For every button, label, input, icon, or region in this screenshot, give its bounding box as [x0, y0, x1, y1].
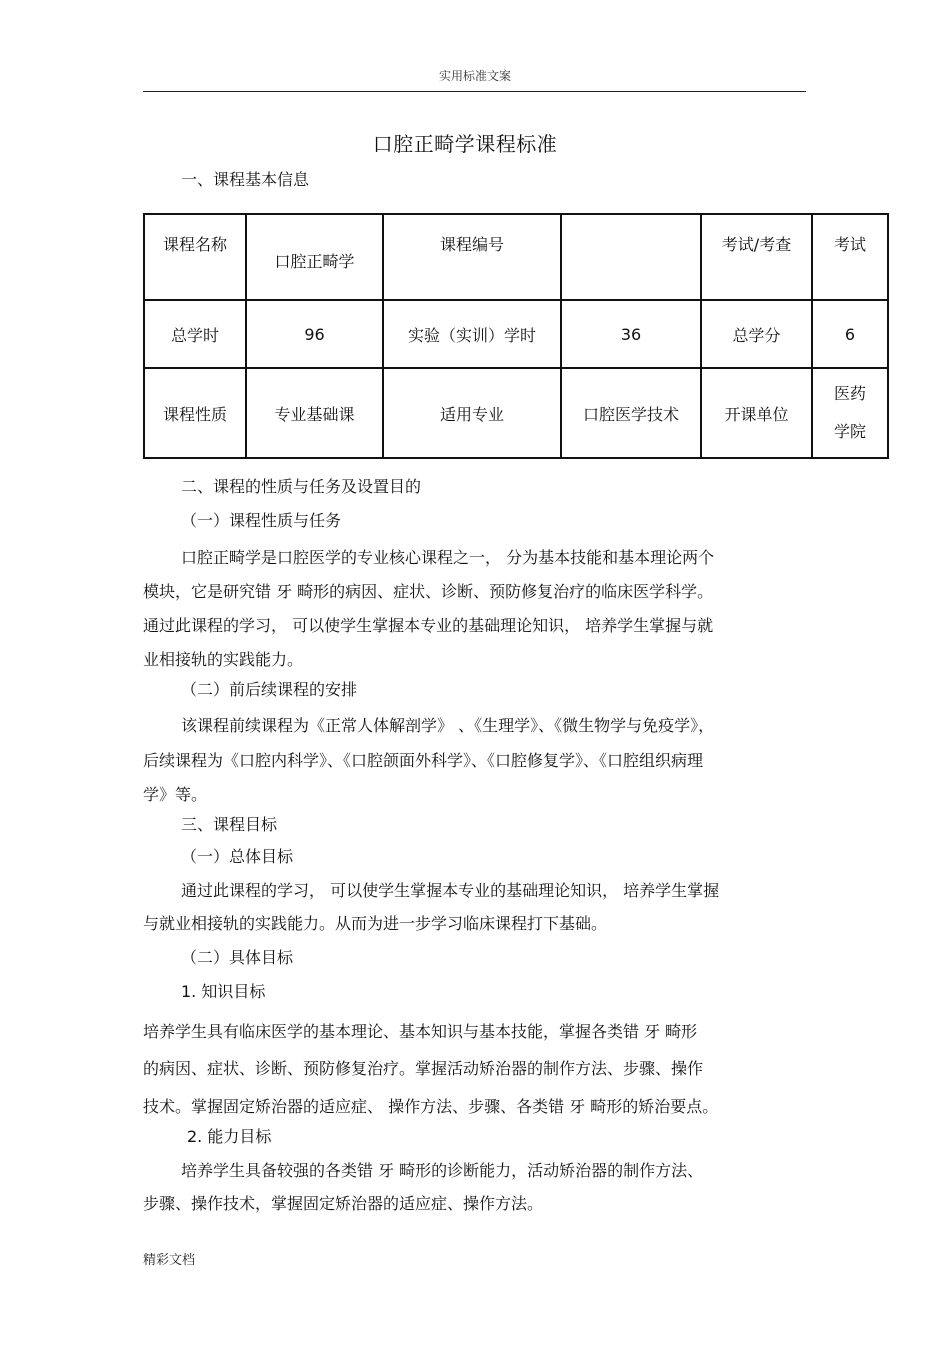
section2-heading: 二、课程的性质与任务及设置目的 [181, 477, 422, 496]
paragraph-line: 技术。掌握固定矫治器的适应症、 操作方法、步骤、各类错 牙 畸形的矫治要点。 [143, 1097, 719, 1116]
table-row [144, 368, 888, 458]
section2-sub2-heading: （二）前后续课程的安排 [181, 680, 358, 699]
table-cell: 总学分 [701, 300, 812, 368]
table-cell: 口腔医学技术 [561, 368, 701, 458]
table-cell-text: 医药学院 [834, 384, 867, 441]
table-row [144, 214, 888, 300]
paragraph-line: 通过此课程的学习， 可以使学生掌握本专业的基础理论知识， 培养学生掌握与就 [143, 616, 714, 635]
table-cell: 实验（实训）学时 [383, 300, 561, 368]
paragraph-line: 培养学生具有临床医学的基本理论、基本知识与基本技能，掌握各类错 牙 畸形 [143, 1022, 698, 1041]
paragraph-line: 该课程前续课程为《正常人体解剖学》 、《生理学》、《微生物学与免疫学》， [181, 716, 715, 735]
paragraph-line: 培养学生具备较强的各类错 牙 畸形的诊断能力，活动矫治器的制作方法、 [181, 1161, 704, 1180]
table-cell: 开课单位 [701, 368, 812, 458]
section3-sub2-heading: （二）具体目标 [181, 948, 294, 967]
paragraph-line: 步骤、操作技术，掌握固定矫治器的适应症、操作方法。 [143, 1194, 544, 1213]
table-cell: 考试/考查 [701, 214, 812, 300]
table-cell [561, 214, 701, 300]
page-footer: 精彩文档 [143, 1253, 196, 1268]
knowledge-goal-heading: 1. 知识目标 [181, 982, 266, 1001]
table-cell: 考试 [812, 214, 888, 300]
table-row [144, 300, 888, 368]
paragraph-line: 与就业相接轨的实践能力。从而为进一步学习临床课程打下基础。 [143, 914, 608, 933]
paragraph-line: 口腔正畸学是口腔医学的专业核心课程之一， 分为基本技能和基本理论两个 [181, 548, 715, 567]
section3-sub1-heading: （一）总体目标 [181, 847, 294, 866]
table-cell: 口腔正畸学 [246, 214, 383, 300]
header-rule [143, 91, 806, 92]
ability-goal-heading: 2. 能力目标 [187, 1127, 272, 1146]
table-cell: 36 [561, 300, 701, 368]
paragraph-line: 后续课程为《口腔内科学》、《口腔颌面外科学》、《口腔修复学》、《口腔组织病理 [143, 751, 704, 770]
paragraph-line: 业相接轨的实践能力。 [143, 650, 304, 669]
paragraph-line: 通过此课程的学习， 可以使学生掌握本专业的基础理论知识， 培养学生掌握 [181, 881, 720, 900]
table-cell: 专业基础课 [246, 368, 383, 458]
table-cell: 课程性质 [144, 368, 246, 458]
table-cell: 总学时 [144, 300, 246, 368]
table-cell: 课程名称 [144, 214, 246, 300]
table-cell: 6 [812, 300, 888, 368]
table-cell: 适用专业 [383, 368, 561, 458]
section3-heading: 三、课程目标 [181, 815, 278, 834]
course-info-table [143, 213, 889, 459]
table-cell: 96 [246, 300, 383, 368]
section1-heading: 一、课程基本信息 [181, 170, 310, 189]
paragraph-line: 的病因、症状、诊断、预防修复治疗。掌握活动矫治器的制作方法、步骤、操作 [143, 1059, 704, 1078]
table-cell: 课程编号 [383, 214, 561, 300]
paragraph-line: 学》等。 [143, 785, 208, 804]
paragraph-line: 模块，它是研究错 牙 畸形的病因、症状、诊断、预防修复治疗的临床医学科学。 [143, 582, 714, 601]
section2-sub1-heading: （一）课程性质与任务 [181, 511, 342, 530]
document-title: 口腔正畸学课程标准 [372, 132, 558, 156]
table-cell [812, 368, 888, 458]
page-header: 实用标准文案 [438, 69, 511, 83]
